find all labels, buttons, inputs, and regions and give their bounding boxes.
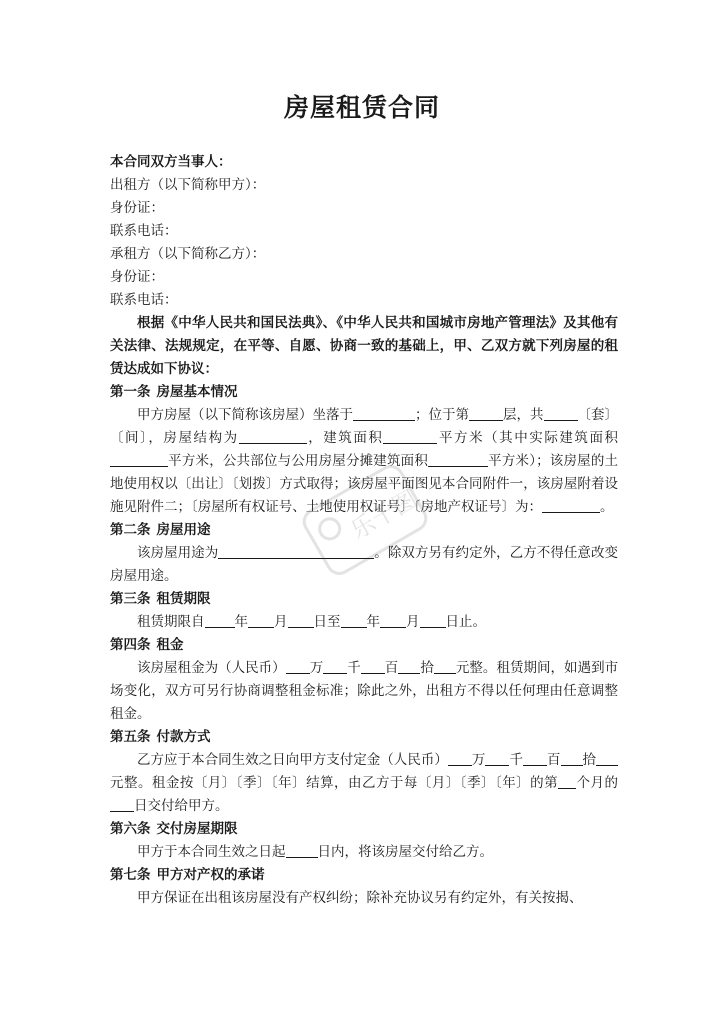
blank-rent-qian <box>323 659 347 674</box>
clause-text: 。 <box>600 499 614 515</box>
parties-heading: 本合同双方当事人： <box>110 154 232 170</box>
blank-start-month <box>248 613 274 628</box>
clause-text: 日至 <box>313 614 341 630</box>
blank-location <box>353 406 415 421</box>
lessor-id-line: 身份证： <box>110 200 164 216</box>
clause-text: 万 <box>471 752 486 768</box>
blank-rent-shi <box>398 659 420 674</box>
watermark-text: 乐千图 <box>345 484 423 545</box>
blank-floor <box>469 406 503 421</box>
article-number: 第四条 <box>110 637 151 653</box>
clause-text: 层，共 <box>503 407 544 423</box>
clause-text: 万 <box>309 660 324 676</box>
article-number: 第三条 <box>110 591 151 607</box>
article-title: 房屋用途 <box>156 522 211 538</box>
clause-text: 年 <box>366 614 380 630</box>
blank-end-day <box>420 613 446 628</box>
blank-pay-day <box>110 797 134 812</box>
article-title: 甲方对产权的承诺 <box>156 867 265 883</box>
clause-text: 元整。 <box>455 660 497 676</box>
article-number: 第五条 <box>110 729 151 745</box>
article-4-body <box>110 657 618 726</box>
document-title: 房屋租赁合同 <box>283 93 440 122</box>
article-title: 交付房屋期限 <box>156 821 238 837</box>
article-title: 付款方式 <box>156 729 211 745</box>
article-number: 第七条 <box>110 867 151 883</box>
lessee-line: 承租方（以下简称乙方）： <box>110 246 266 262</box>
clause-text: 千 <box>347 660 361 676</box>
blank-rent-bai <box>361 659 385 674</box>
clause-text: 百 <box>384 660 399 676</box>
clause-text: 年 <box>234 614 248 630</box>
clause-text: 平方米（其中实际建筑面积 <box>437 430 619 446</box>
clause-text: 甲方房屋（以下简称该房屋）坐落于 <box>137 407 353 423</box>
blank-rent-yuan <box>434 659 456 674</box>
clause-text: 拾 <box>582 752 597 768</box>
clause-text: 租赁期间，如遇到市场变化，双方可另行协商调整租金标准；除此之外，出租方不得以任何理由任意调整租金。 <box>110 660 619 722</box>
clause-text: 千 <box>509 752 523 768</box>
clause-text: 甲方保证在出租该房屋没有产权纠纷；除补充协议另有约定外，有关按揭、 <box>137 890 583 906</box>
clause-text: 平方米）；该房屋的土地使用权以〔出让〕〔划拨〕方式取得；该房屋平面图见本合同附件一，该房屋附着设施见附件二；〔房屋所有权证号、土地使用权证号〕〔房地产权证号〕为： <box>110 453 618 515</box>
lessor-line: 出租方（以下简称甲方）： <box>110 177 266 193</box>
blank-deposit-qian <box>485 751 509 766</box>
lessee-id-line: 身份证： <box>110 269 164 285</box>
clause-text: ；位于第 <box>415 407 469 423</box>
blank-deposit-shi <box>561 751 583 766</box>
blank-shared-area <box>428 452 488 467</box>
clause-text: 月 <box>274 614 288 630</box>
article-5-body <box>110 749 618 818</box>
article-3-body <box>110 611 618 634</box>
article-7-heading <box>110 864 618 887</box>
blank-start-year <box>205 613 235 628</box>
clause-text: 日交付给甲方。 <box>134 798 229 814</box>
article-number: 第六条 <box>110 821 151 837</box>
article-number: 第二条 <box>110 522 151 538</box>
clause-text: 月 <box>406 614 420 630</box>
article-7-body <box>110 887 618 910</box>
article-title: 租金 <box>156 637 184 653</box>
blank-deposit-bai <box>523 751 547 766</box>
blank-deposit-yuan <box>596 751 618 766</box>
article-6-body <box>110 841 618 864</box>
blank-rent-wan <box>286 659 310 674</box>
clause-text: 平方米，公共部位与公用房屋分摊建筑面积 <box>168 453 428 469</box>
clause-text: 个月的 <box>576 775 619 791</box>
lessor-phone-line: 联系电话： <box>110 223 178 239</box>
blank-start-day <box>288 613 314 628</box>
article-title: 租赁期限 <box>156 591 211 607</box>
clause-text: 日止。 <box>445 614 486 630</box>
clause-text: 〔套〕〔间〕，房屋结构为 <box>110 407 618 446</box>
clause-text: 租金按〔月〕〔季〕〔年〕结算，由乙方于每〔月〕〔季〕〔年〕的第 <box>151 775 559 791</box>
blank-end-month <box>380 613 406 628</box>
article-6-heading <box>110 818 618 841</box>
preamble: 根据《中华人民共和国民法典》、《中华人民共和国城市房地产管理法》及其他有关法律、法规规定，在平等、自愿、协商一致的基础上，甲、乙双方就下列房屋的租赁达成如下协议： <box>110 315 618 377</box>
blank-end-year <box>341 613 367 628</box>
blank-total <box>544 406 578 421</box>
clause-text: 元整。 <box>110 775 152 791</box>
blank-actual-area <box>110 452 168 467</box>
clause-text: 日内，将该房屋交付给乙方。 <box>317 844 493 860</box>
clause-text: 拾 <box>420 660 434 676</box>
blank-deposit-wan <box>448 751 472 766</box>
clause-text: ，建筑面积 <box>306 430 384 446</box>
blank-structure <box>239 429 307 444</box>
article-1-heading <box>110 381 618 404</box>
clause-text: 该房屋用途为 <box>137 545 219 561</box>
article-4-heading <box>110 634 618 657</box>
clause-text: 甲方于本合同生效之日起 <box>137 844 286 860</box>
lessee-phone-line: 联系电话： <box>110 292 178 308</box>
article-5-heading <box>110 726 618 749</box>
clause-text: 百 <box>546 752 561 768</box>
clause-text: 该房屋租金为（人民币） <box>137 660 286 676</box>
blank-pay-month <box>558 774 576 789</box>
article-title: 房屋基本情况 <box>156 384 238 400</box>
blank-delivery-days <box>286 843 318 858</box>
article-number: 第一条 <box>110 384 151 400</box>
blank-certificate <box>542 498 600 513</box>
clause-text: 租赁期限自 <box>137 614 205 630</box>
clause-text: 乙方应于本合同生效之日向甲方支付定金（人民币） <box>137 752 448 768</box>
clause-text: 。除双方另有约定外，乙方不得任意改变房屋用途。 <box>110 545 618 584</box>
